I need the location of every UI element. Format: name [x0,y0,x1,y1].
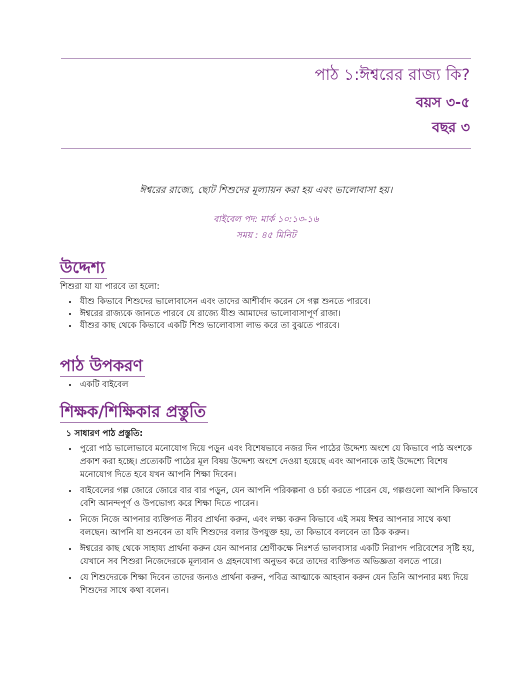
objectives-intro: শিশুরা যা যা পারবে তা হলো: [60,282,160,292]
lesson-tagline: ঈশ্বরের রাজ্যে, ছোট শিশুদের মূল্যায়ন করা হয় এবং ভালোবাসা হয়। [139,185,393,196]
top-rule [61,58,471,59]
preparation-list [60,443,480,598]
bible-reference: বাইবেল পদ: মার্ক ১০:১৩-১৬ [213,215,319,225]
objectives-list [60,296,480,332]
year-label: বছর ৩ [432,120,470,136]
preparation-subheading: ১ সাধারণ পাঠ প্রস্তুতি: [66,429,143,439]
bottom-rule [61,148,471,149]
list-item: • পুরো পাঠ ভালোভাবে মনোযোগ দিয়ে পড়ুন এবং বিশেষভাবে নজর দিন পাঠের উদ্দেশ্য অংশে যে কিভাবে পাঠ অংশকে প্রকাশ করা হচ্ছে। প্রত্যেকটি পাঠের মূল বিষয় উদ্দেশ্য অংশে দেওয়া হয়েছে এবং আপনাকে তাই উদ্দেশ্যে বিশেষ মনোযোগ দিতে হবে যখন আপনি শিক্ষা দিবেন। [80,443,480,482]
materials-heading: পাঠ উপকরণ [60,356,143,375]
list-item: • যীশু কিভাবে শিশুদের ভালোবাসেন এবং তাদের আশীর্বাদ করেন সে গল্প শুনতে পারবে। [80,296,480,308]
materials-section [60,356,480,391]
lesson-title: পাঠ ১:ঈশ্বরের রাজ্য কি? [314,65,470,84]
preparation-section [60,402,480,601]
list-item: • একটি বাইবেল [80,379,480,391]
objectives-heading: উদ্দেশ্য [60,258,105,277]
preparation-heading: শিক্ষক/শিক্ষিকার প্রস্তুতি [60,402,206,421]
list-item: • যীশুর কাছ থেকে কিভাবে একটি শিশু ভালোবাসা লাভ করে তা বুঝতে পারবে। [80,320,480,332]
age-range: বয়স ৩-৫ [415,95,470,111]
lesson-duration: সময় : ৪৫ মিনিট [236,231,296,241]
list-item: • যে শিশুদেরকে শিক্ষা দিবেন তাদের জন্যও প্রার্থনা করুন, পবিত্র আত্মাকে আহবান করুন যেন তিনি আপনার মধ্য দিয়ে শিশুদের সাথে কথা বলেন। [80,572,480,598]
materials-list [60,379,480,391]
list-item: • ঈশ্বরের রাজ্যকে জানতে পারবে যে রাজ্যে যীশু আমাদের ভালোবাসাপূর্ণ রাজা। [80,308,480,320]
list-item: • বাইবেলের গল্প জোরে জোরে বার বার পড়ুন, যেন আপনি পরিকল্পনা ও চর্চা করতে পারেন যে, গল্পগুলো আপনি কিভাবে বেশি আনন্দপূর্ণ ও উপভোগ্য করে শিক্ষা দিতে পারেন। [80,485,480,511]
list-item: • নিজে নিজে আপনার ব্যক্তিগত নীরব প্রার্থনা করুন, এবং লক্ষ্য করুন কিভাবে এই সময় ঈশ্বর আপনার সাথে কথা বলছেন। আপনি যা শুনবেন তা যদি শিশুদের বলার উপযুক্ত হয়, তা কিভাবে বলবেন তা ঠিক করুন। [80,514,480,540]
objectives-section [60,258,480,332]
list-item: • ঈশ্বরের কাছ থেকে সাহায্য প্রার্থনা করুন যেন আপনার শ্রেণীকক্ষে নিঃশর্ত ভালবাসার একটি নিরাপদ পরিবেশের সৃষ্টি হয়, যেখানে সব শিশুরা নিজেদেরকে মূল্যবান ও গ্রহনযোগ্য অনুভব করে তাদের ব্যক্তিগত অভিজ্ঞতা বলতে পারে। [80,543,480,569]
